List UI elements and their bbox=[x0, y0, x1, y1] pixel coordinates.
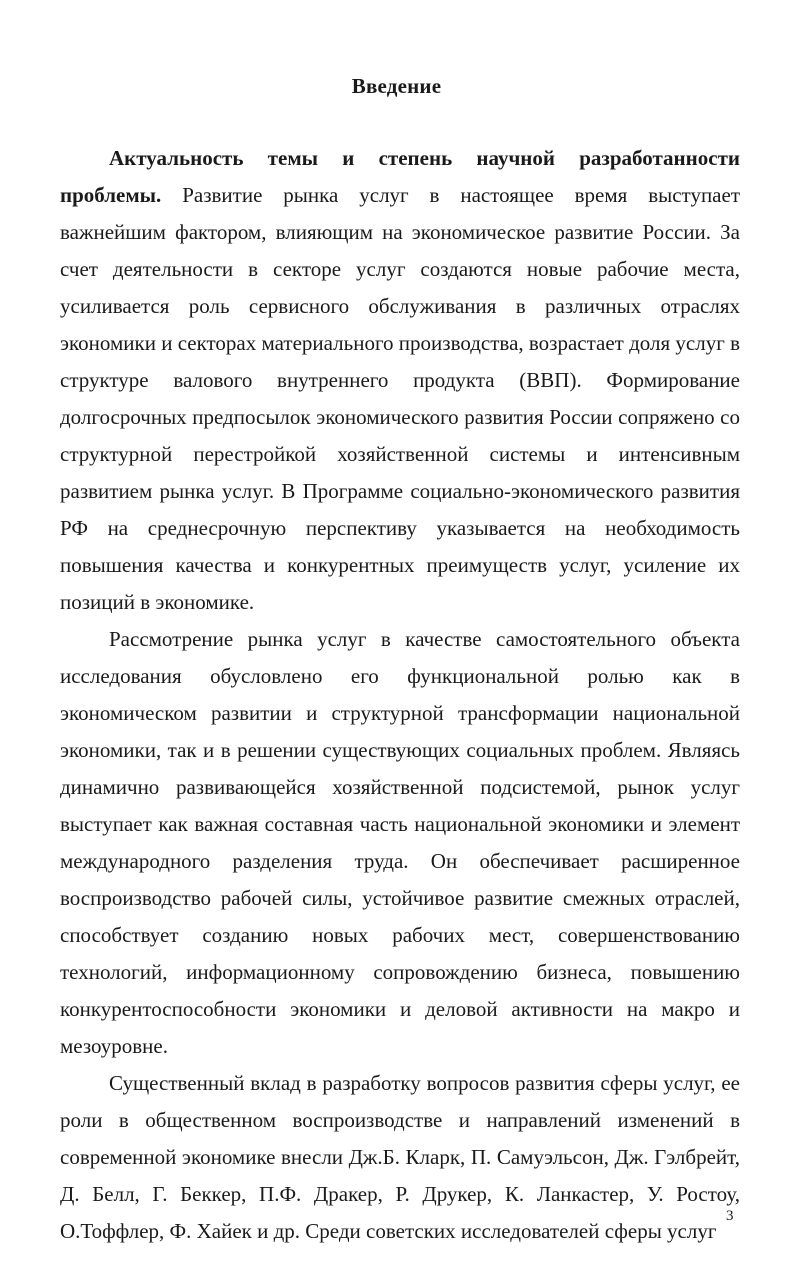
paragraph-lead: Актуальность темы и степень научной разработанности проблемы. bbox=[60, 146, 740, 207]
page-number: 3 bbox=[726, 1208, 734, 1224]
body-text bbox=[60, 140, 740, 1250]
paragraph-service-market: Рассмотрение рынка услуг в качестве самостоятельного объекта исследования обусловлено его функциональной ролью как в экономическом развитии и структурной трансформации национальной экономики, так и в решении существующих социальных проблем. Являясь динамично развивающейся хозяйственной подсистемой, рынок услуг выступает как важная составная часть национальной экономики и элемент международного разделения труда. Он обеспечивает расширенное воспроизводство рабочей силы, устойчивое развитие смежных отраслей, способствует созданию новых рабочих мест, совершенствованию технологий, информационному сопровождению бизнеса, повышению конкурентоспособности экономики и деловой активности на макро и мезоуровне. bbox=[60, 627, 740, 1058]
paragraph-relevance bbox=[60, 140, 740, 621]
page-title: Введение bbox=[351, 74, 442, 98]
paragraph-contributors: Существенный вклад в разработку вопросов развития сферы услуг, ее роли в общественном воспроизводстве и направлений изменений в современной экономике внесли Дж.Б. Кларк, П. Самуэльсон, Дж. Гэлбрейт, Д. Белл, Г. Беккер, П.Ф. Дракер, Р. Друкер, К. Ланкастер, У. Ростоу, О.Тоффлер, Ф. Хайек и др. Среди советских исследователей сферы услуг bbox=[60, 1071, 740, 1243]
paragraph-relevance-text: Развитие рынка услуг в настоящее время выступает важнейшим фактором, влияющим на экономическое развитие России. За счет деятельности в секторе услуг создаются новые рабочие места, усиливается роль сервисного обслуживания в различных отраслях экономики и секторах материального производства, возрастает доля услуг в структуре валового внутреннего продукта (ВВП). Формирование долгосрочных предпосылок экономического развития России сопряжено со структурной перестройкой хозяйственной системы и интенсивным развитием рынка услуг. В Программе социально-экономического развития РФ на среднесрочную перспективу указывается на необходимость повышения качества и конкурентных преимуществ услуг, усиление их позиций в экономике. bbox=[60, 183, 740, 614]
